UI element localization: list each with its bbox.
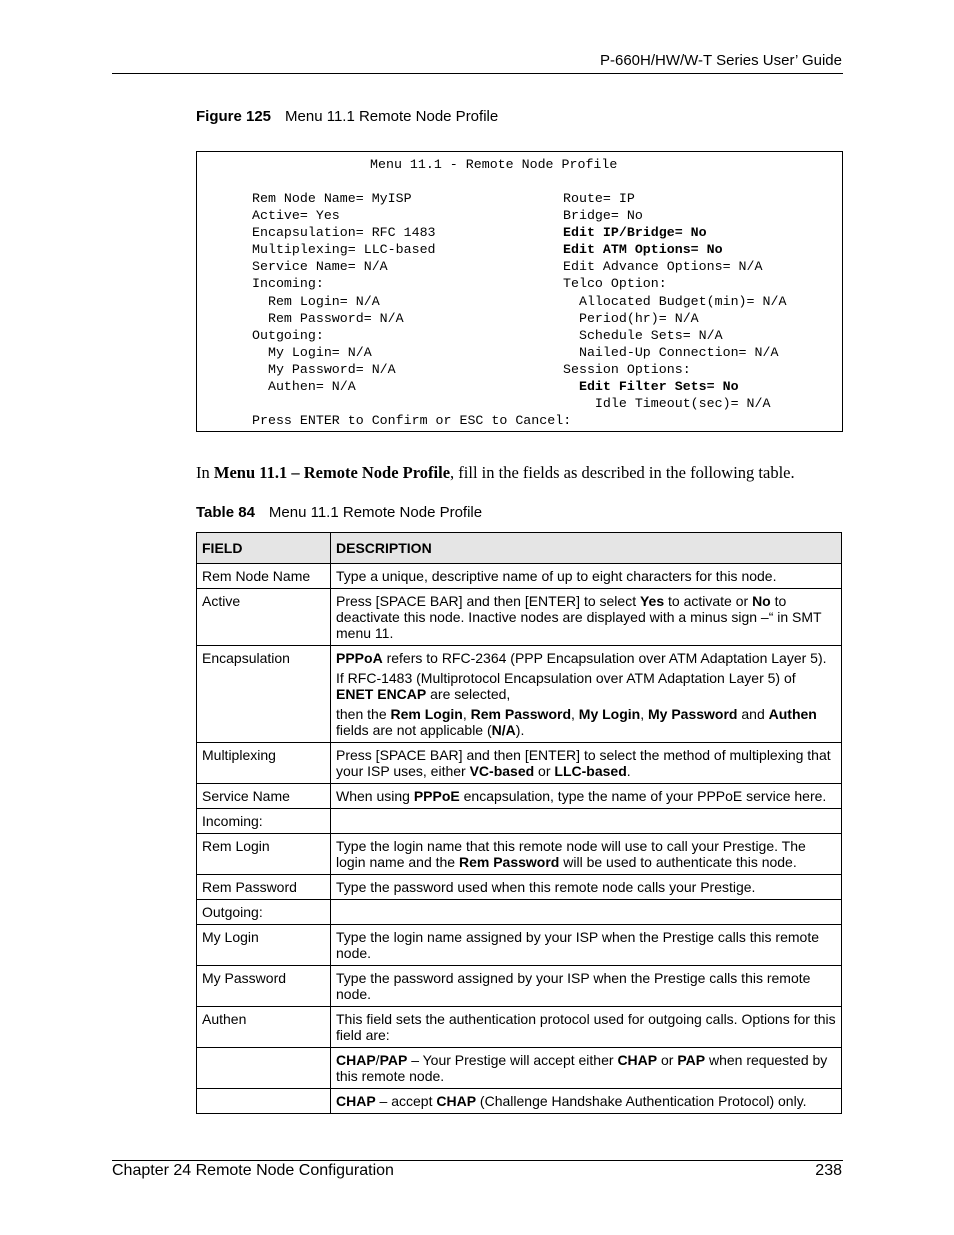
description-cell	[331, 966, 842, 1007]
table-row	[197, 743, 842, 784]
terminal-line: Bridge= No	[563, 208, 643, 224]
table-row	[197, 875, 842, 900]
field-name-cell: My Password	[197, 966, 331, 1007]
bold-term: VC-based	[469, 763, 535, 779]
description-paragraph	[336, 1052, 836, 1084]
description-paragraph	[336, 670, 836, 702]
description-paragraph	[336, 650, 836, 666]
description-paragraph	[336, 1011, 836, 1043]
header-description: DESCRIPTION	[331, 533, 842, 564]
terminal-line: Allocated Budget(min)= N/A	[563, 293, 787, 309]
terminal-line: Route= IP	[563, 191, 635, 206]
table-number: Table 84	[196, 504, 255, 521]
bold-term: Rem Login	[390, 706, 463, 722]
terminal-line: Schedule Sets= N/A	[563, 327, 723, 343]
text-run: This field sets the authentication protocol used for outgoing calls. Options for this field are:	[336, 1011, 836, 1043]
field-name-cell: Multiplexing	[197, 743, 331, 784]
text-run: If RFC-1483 (Multiprotocol Encapsulation over ATM Adaptation Layer 5) of	[336, 670, 796, 686]
terminal-line: Authen= N/A	[252, 379, 356, 395]
terminal-line: My Login= N/A	[252, 344, 372, 360]
description-paragraph	[336, 788, 836, 804]
description-paragraph	[336, 747, 836, 779]
bold-term: Authen	[768, 706, 817, 722]
description-paragraph	[336, 838, 836, 870]
text-run: Type the password assigned by your ISP when the Prestige calls this remote node.	[336, 970, 811, 1002]
intro-prefix: In	[196, 463, 214, 482]
intro-suffix: , fill in the fields as described in the following table.	[450, 463, 795, 482]
description-cell	[331, 834, 842, 875]
field-name-cell: Rem Node Name	[197, 564, 331, 589]
bold-term: ENET ENCAP	[336, 686, 427, 702]
footer-divider	[112, 1160, 843, 1161]
footer-page-number: 238	[815, 1162, 842, 1179]
table-row	[197, 809, 842, 834]
terminal-line: Rem Password= N/A	[252, 310, 404, 326]
bold-term: No	[752, 593, 771, 609]
description-paragraph	[336, 970, 836, 1002]
field-name-cell: Rem Login	[197, 834, 331, 875]
bold-term: My Password	[648, 706, 738, 722]
text-run: /	[375, 1052, 380, 1068]
text-run: Type the login name assigned by your ISP when the Prestige calls this remote node.	[336, 929, 820, 961]
text-run: or	[657, 1052, 678, 1068]
field-name-cell: Rem Password	[197, 875, 331, 900]
table-caption	[196, 504, 482, 521]
field-name-cell: Authen	[197, 1007, 331, 1048]
text-run: and	[737, 706, 769, 722]
description-paragraph	[336, 879, 836, 895]
description-cell	[331, 564, 842, 589]
text-run: – Your Prestige will accept either	[407, 1052, 618, 1068]
terminal-line: Rem Login= N/A	[252, 293, 380, 309]
table-row	[197, 589, 842, 646]
terminal-line: Edit IP/Bridge= No	[563, 225, 707, 241]
table-row	[197, 1089, 842, 1114]
text-run: ,	[571, 706, 579, 722]
description-cell	[331, 875, 842, 900]
field-name-cell: Encapsulation	[197, 646, 331, 743]
bold-term: LLC-based	[554, 763, 627, 779]
table-row	[197, 646, 842, 743]
field-name-cell: Service Name	[197, 784, 331, 809]
text-run: .	[626, 763, 631, 779]
bold-term: CHAP	[617, 1052, 658, 1068]
description-cell	[331, 1089, 842, 1114]
terminal-footer-prompt: Press ENTER to Confirm or ESC to Cancel:	[252, 413, 572, 428]
bold-term: PPPoA	[336, 650, 383, 666]
text-run: – accept	[375, 1093, 437, 1109]
field-description-table	[196, 532, 842, 1114]
table-body	[197, 564, 842, 1114]
bold-term: N/A	[491, 722, 516, 738]
figure-number: Figure 125	[196, 108, 272, 125]
intro-menu-name: Menu 11.1 – Remote Node Profile	[213, 463, 451, 482]
table-row	[197, 1048, 842, 1089]
text-run: encapsulation, type the name of your PPPoE service here.	[459, 788, 827, 804]
terminal-line: Session Options:	[563, 361, 691, 377]
running-header-title: P-660H/HW/W-T Series User’ Guide	[599, 52, 842, 69]
description-paragraph	[336, 1093, 836, 1109]
text-run: (Challenge Handshake Authentication Protocol) only.	[476, 1093, 807, 1109]
terminal-line: Edit Advance Options= N/A	[563, 259, 763, 275]
bold-term: PAP	[379, 1052, 408, 1068]
intro-paragraph	[196, 463, 856, 483]
bold-term: Rem Password	[470, 706, 571, 722]
description-cell	[331, 784, 842, 809]
bold-term: Rem Password	[458, 854, 560, 870]
text-run: Type a unique, descriptive name of up to eight characters for this node.	[336, 568, 777, 584]
description-cell	[331, 646, 842, 743]
text-run: refers to RFC-2364 (PPP Encapsulation over ATM Adaptation Layer 5).	[382, 650, 827, 666]
text-run: are selected,	[426, 686, 511, 702]
terminal-line: Rem Node Name= MyISP	[252, 191, 412, 206]
field-name-cell: My Login	[197, 925, 331, 966]
terminal-screen	[196, 151, 843, 432]
table-row	[197, 834, 842, 875]
table-row	[197, 925, 842, 966]
table-row	[197, 784, 842, 809]
table-row	[197, 564, 842, 589]
terminal-line: Idle Timeout(sec)= N/A	[563, 396, 771, 412]
text-run: to activate or	[664, 593, 753, 609]
field-name-cell: Active	[197, 589, 331, 646]
text-run: when requested by this remote node.	[336, 1052, 828, 1084]
description-paragraph	[336, 568, 836, 584]
figure-caption	[196, 108, 498, 125]
description-cell	[331, 809, 842, 834]
terminal-line: Edit ATM Options= No	[563, 242, 723, 258]
terminal-line: Outgoing:	[252, 327, 324, 343]
field-name-cell	[197, 1048, 331, 1089]
description-cell	[331, 1048, 842, 1089]
bold-term: CHAP	[336, 1093, 376, 1109]
text-run: ,	[462, 706, 471, 722]
terminal-line: Period(hr)= N/A	[563, 310, 699, 326]
description-cell	[331, 925, 842, 966]
text-run: then the	[336, 706, 391, 722]
description-paragraph	[336, 706, 836, 738]
text-run: Type the login name that this remote node will use to call your Prestige. The login name and the	[336, 838, 806, 870]
text-run: ,	[640, 706, 648, 722]
bold-term: My Login	[578, 706, 641, 722]
description-paragraph	[336, 593, 836, 641]
field-name-cell	[197, 1089, 331, 1114]
header-field: FIELD	[197, 533, 331, 564]
footer-chapter: Chapter 24 Remote Node Configuration	[112, 1162, 394, 1179]
field-name-cell: Incoming:	[197, 809, 331, 834]
text-run: will be used to authenticate this node.	[559, 854, 797, 870]
text-run: ).	[515, 722, 525, 738]
text-run: Type the password used when this remote node calls your Prestige.	[336, 879, 756, 895]
table-row	[197, 1007, 842, 1048]
table-row	[197, 966, 842, 1007]
text-run: fields are not applicable (	[336, 722, 492, 738]
table-row	[197, 900, 842, 925]
terminal-title: Menu 11.1 - Remote Node Profile	[370, 157, 618, 172]
terminal-line: Service Name= N/A	[252, 259, 388, 275]
terminal-line: Active= Yes	[252, 208, 340, 224]
field-name-cell: Outgoing:	[197, 900, 331, 925]
terminal-left-column	[252, 190, 436, 395]
terminal-line: Telco Option:	[563, 276, 667, 292]
bold-term: CHAP	[336, 1052, 376, 1068]
terminal-right-column	[563, 190, 786, 412]
table-header-row	[197, 533, 842, 564]
text-run: or	[534, 763, 555, 779]
terminal-line: Multiplexing= LLC-based	[252, 242, 436, 258]
description-cell	[331, 589, 842, 646]
bold-term: PPPoE	[413, 788, 460, 804]
bold-term: CHAP	[436, 1093, 477, 1109]
text-run: Press [SPACE BAR] and then [ENTER] to select	[336, 593, 640, 609]
terminal-line: Encapsulation= RFC 1483	[252, 225, 436, 241]
header-divider	[112, 73, 843, 74]
terminal-line: Nailed-Up Connection= N/A	[563, 344, 779, 360]
bold-term: PAP	[677, 1052, 706, 1068]
table-title: Menu 11.1 Remote Node Profile	[268, 504, 483, 521]
terminal-line: Edit Filter Sets= No	[563, 379, 739, 395]
description-cell	[331, 743, 842, 784]
figure-title: Menu 11.1 Remote Node Profile	[285, 108, 499, 125]
text-run: to deactivate this node. Inactive nodes are displayed with a minus sign –“ in SMT menu 11.	[336, 593, 822, 641]
description-cell	[331, 900, 842, 925]
description-paragraph	[336, 929, 836, 961]
text-run: When using	[336, 788, 414, 804]
terminal-line: Incoming:	[252, 276, 324, 292]
description-cell	[331, 1007, 842, 1048]
terminal-line: My Password= N/A	[252, 361, 396, 377]
bold-term: Yes	[639, 593, 665, 609]
text-run: Press [SPACE BAR] and then [ENTER] to select the method of multiplexing that your ISP uses, either	[336, 747, 831, 779]
